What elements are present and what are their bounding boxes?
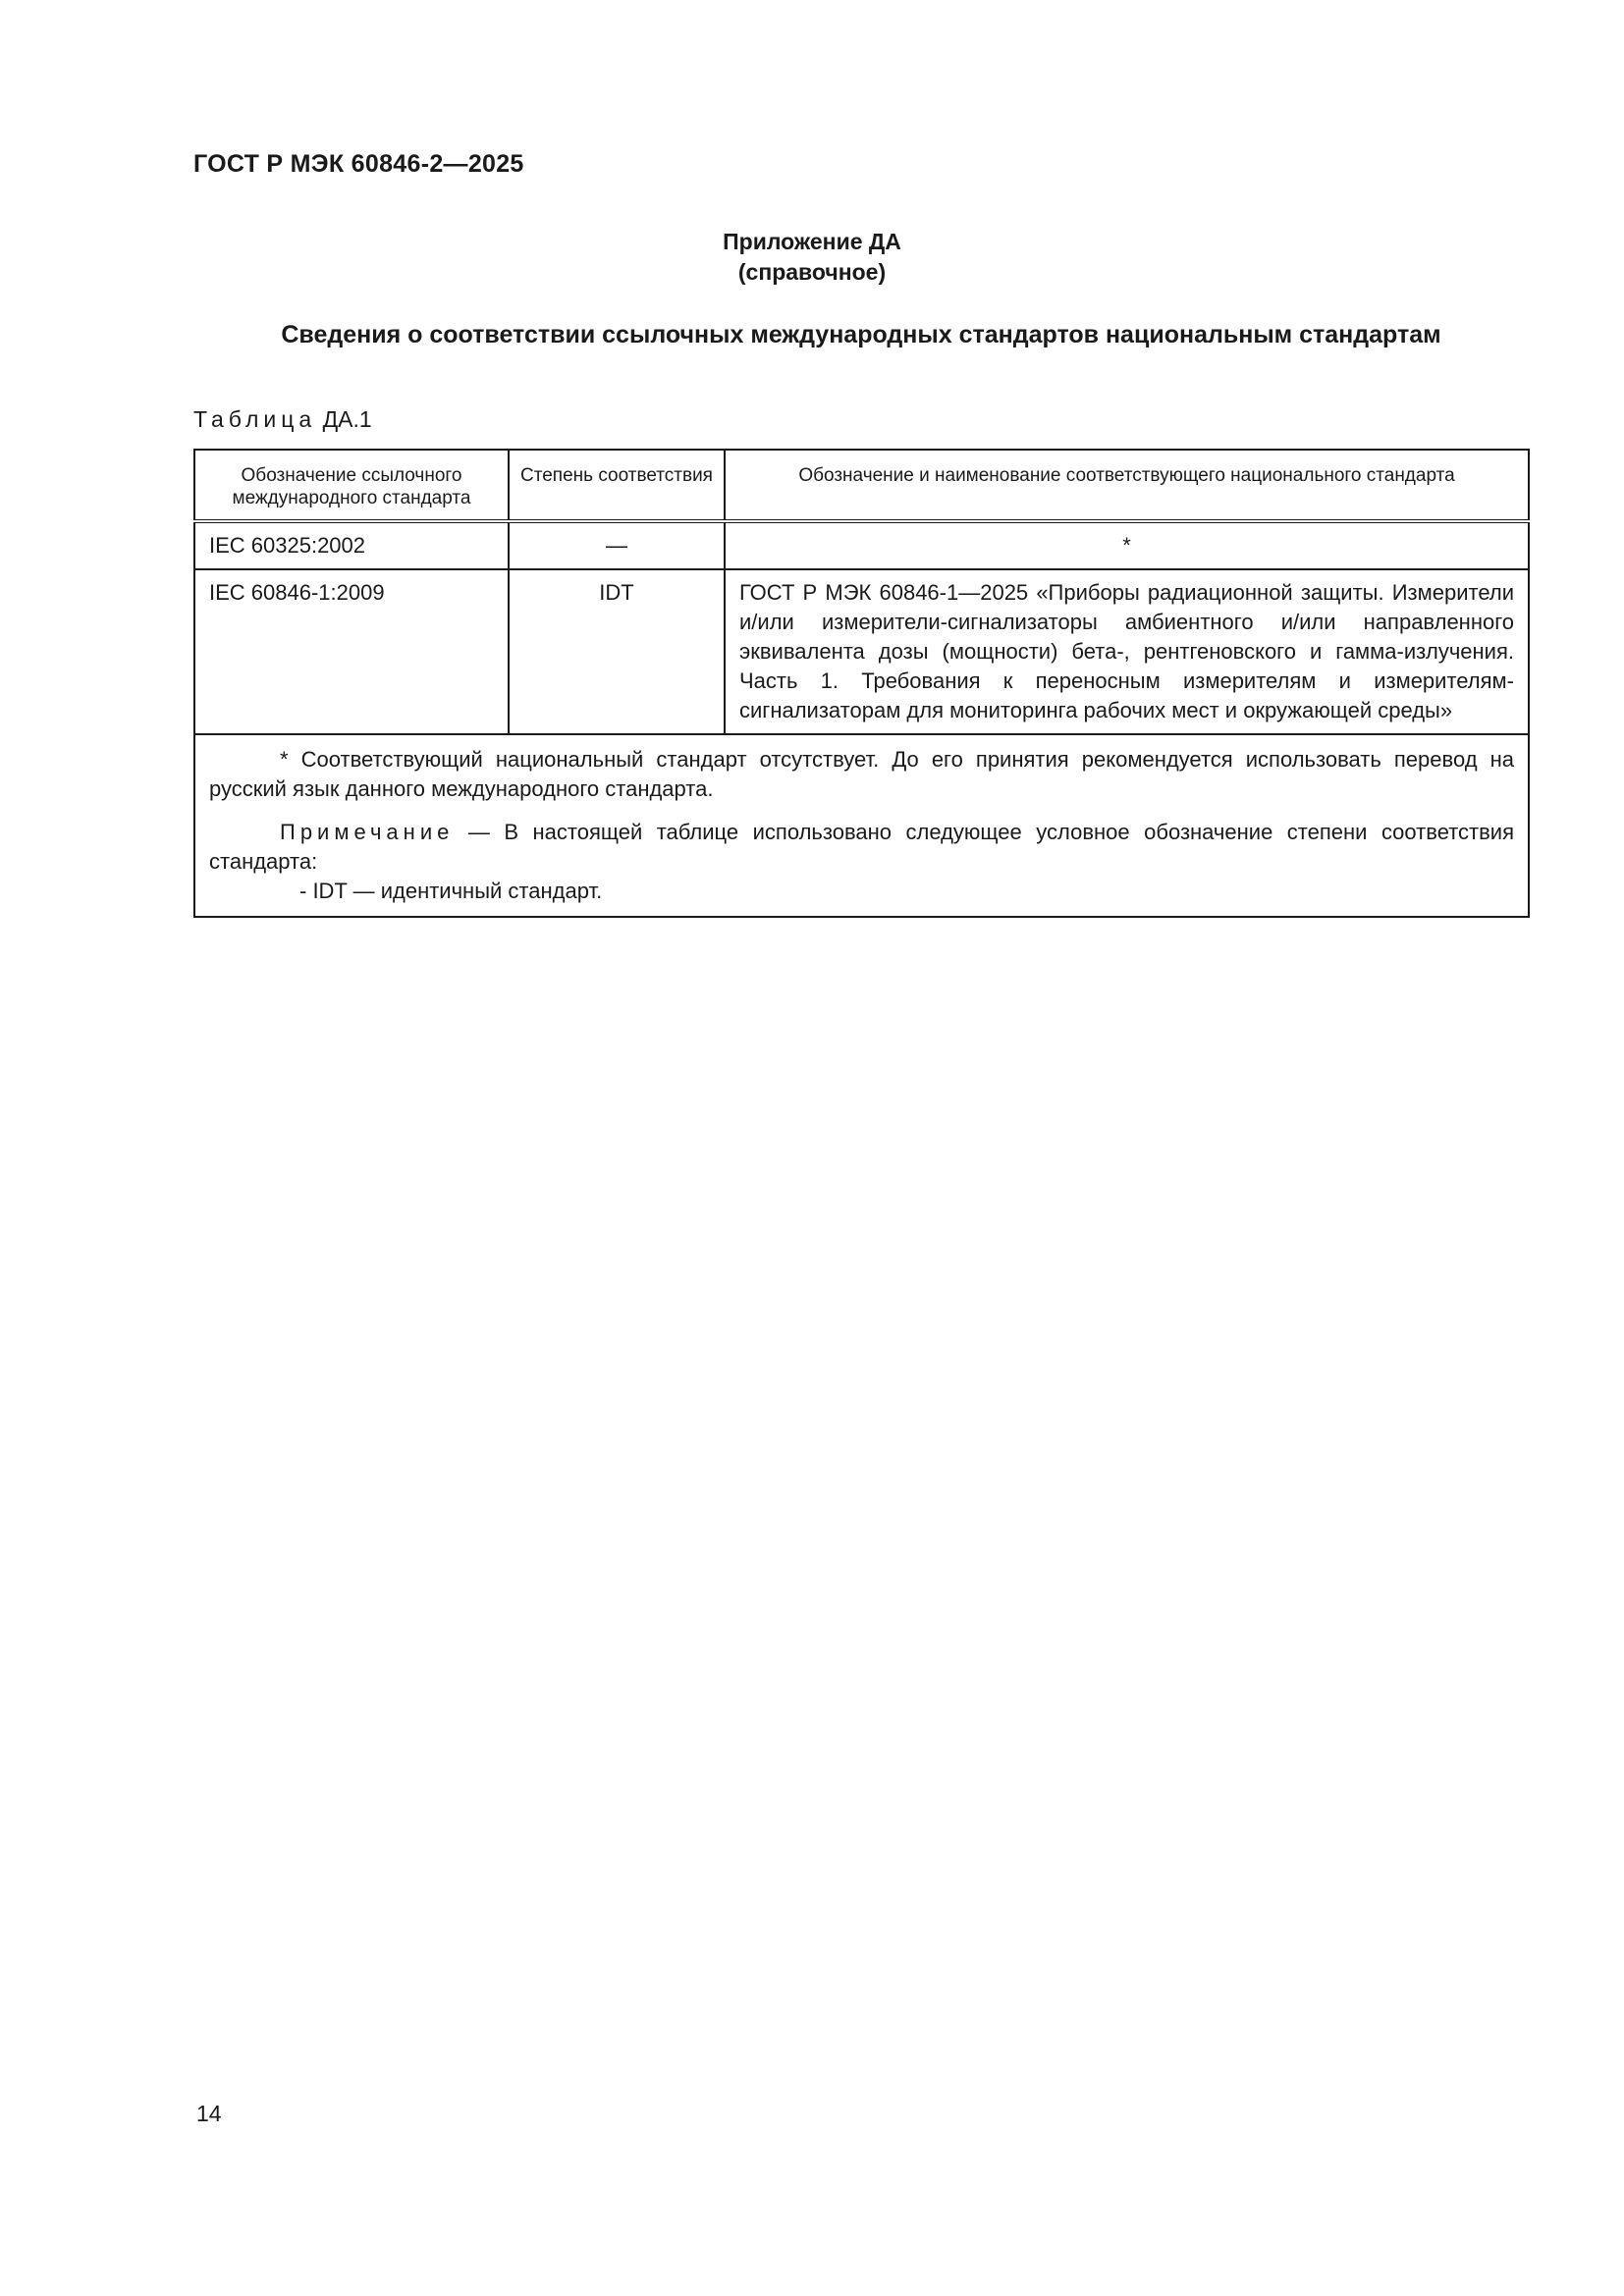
table-footnote [194,734,1529,917]
correspondence-table [193,449,1530,918]
cell-national: ГОСТ Р МЭК 60846-1—2025 «Приборы радиационной защиты. Измерители и/или измерители-сигнализаторы амбиентного и/или направленного эквивалента дозы (мощности) бета-, рентгеновского и гамма-излучения. Часть 1. Требования к переносным измерителям и измерителям-сигнализаторам для мониторинга рабочих мест и окружающей среды» [725,569,1529,734]
cell-degree: IDT [509,569,725,734]
table-caption-id: ДА.1 [322,406,372,432]
table-footnote-row [194,734,1529,917]
cell-reference: IEC 60325:2002 [194,521,509,569]
table-caption [193,406,372,433]
annex-heading [0,227,1624,288]
footnote-text: * Соответствующий национальный стандарт отсутствует. До его принятия рекомендуется использовать перевод на русский язык данного международного стандарта. [209,747,1514,801]
note-text: — В настоящей таблице использовано следующее условное обозначение степени соответствия стандарта: [209,820,1514,874]
column-header-reference: Обозначение ссылочного международного стандарта [194,450,509,521]
table-row [194,521,1529,569]
column-header-national: Обозначение и наименование соответствующего национального стандарта [725,450,1529,521]
note-label: Примечание [280,820,455,844]
section-title: Сведения о соответствии ссылочных международных стандартов национальным стандартам [281,321,1441,348]
table-header-row [194,450,1529,521]
annex-subtitle: (справочное) [737,259,887,285]
cell-degree: — [509,521,725,569]
table-caption-word: Таблица [193,406,317,432]
page-number: 14 [196,2101,222,2126]
cell-reference: IEC 60846-1:2009 [194,569,509,734]
note-item: - IDT — идентичный стандарт. [299,879,603,903]
cell-national: * [725,521,1529,569]
annex-title: Приложение ДА [723,229,901,254]
table-row [194,569,1529,734]
column-header-degree: Степень соответствия [509,450,725,521]
document-code: ГОСТ Р МЭК 60846-2—2025 [193,150,524,178]
note-paragraph [209,818,1514,877]
